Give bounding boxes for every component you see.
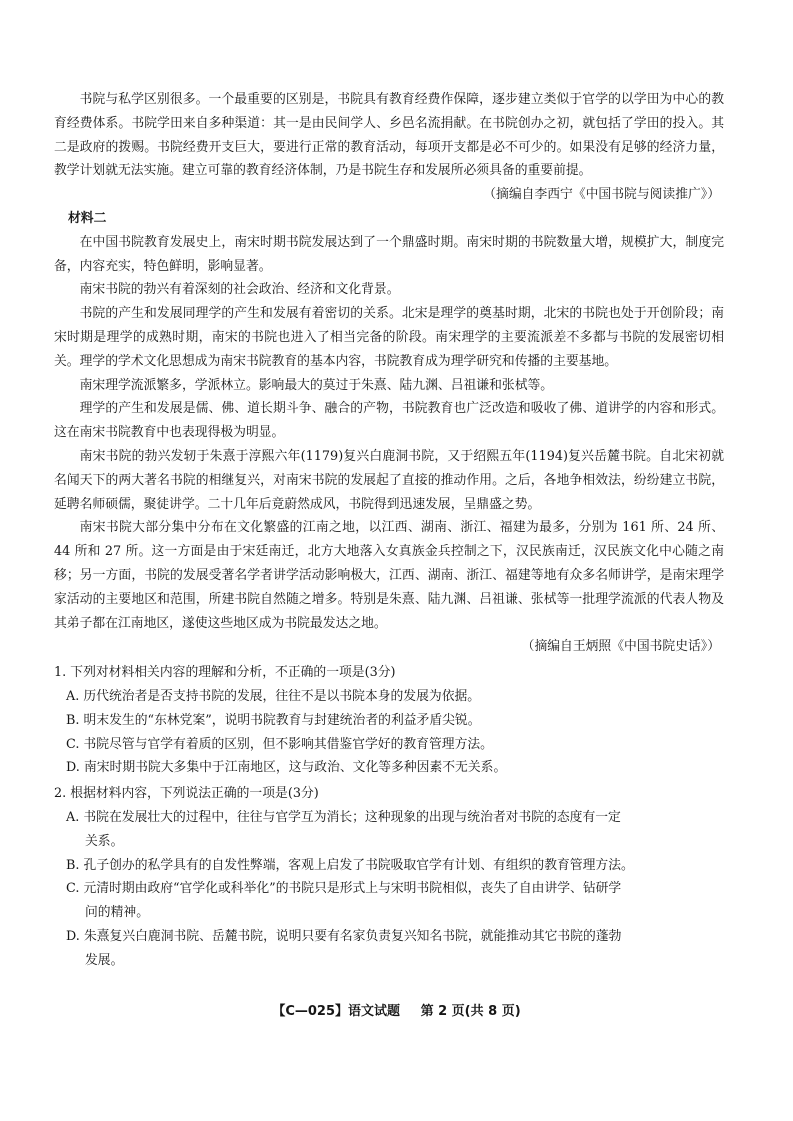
material2-paragraph: 书院的产生和发展同理学的产生和发展有着密切的关系。北宋是理学的奠基时期，北宋的书院也处于开创阶段；南宋时期是理学的成熟时期，南宋的书院也进入了相当完备的阶段。南宋理学的主要流派差不多都与书院的发展密切相关。理学的学术文化思想成为南宋书院教育的基本内容，书院教育成为理学研究和传播的主要基地。 [54,306,724,369]
option-c[interactable]: C. 书院尽管与官学有着质的区别，但不影响其借鉴官学好的教育管理方法。 [66,736,493,752]
page-footer [0,1000,793,1019]
material2-paragraph: 理学的产生和发展是儒、佛、道长期斗争、融合的产物，书院教育也广泛改造和吸收了佛、道讲学的内容和形式。这在南宋书院教育中也表现得极为明显。 [54,401,724,441]
material1-paragraph: 书院与私学区别很多。一个最重要的区别是，书院具有教育经费作保障，逐步建立类似于官学的以学田为中心的教育经费体系。书院学田来自多种渠道：其一是由民间学人、乡邑名流捐献。在书院创办之初，就包括了学田的投入。其二是政府的拨赐。书院经费开支巨大，要进行正常的教育活动，每项开支都是必不可少的。如果没有足够的经济力量，教学计划就无法实施。建立可靠的教育经济体制，乃是书院生存和发展所必须具备的重要前提。 [54,92,724,179]
material2-paragraph: 在中国书院教育发展史上，南宋时期书院发展达到了一个鼎盛时期。南宋时期的书院数量大增，规模扩大，制度完备，内容充实，特色鲜明，影响显著。 [54,234,724,274]
question-stem: 1. 下列对材料相关内容的理解和分析，不正确的一项是(3分) [54,665,396,681]
material2-heading: 材料二 [68,210,107,226]
page-content [54,88,724,972]
option-d-continuation: 发展。 [85,952,124,968]
option-b[interactable]: B. 明末发生的“东林党案”，说明书院教育与封建统治者的利益矛盾尖锐。 [66,712,481,728]
material1-source: （摘编自李西宁《中国书院与阅读推广》） [483,187,720,203]
option-a-continuation: 关系。 [85,833,124,849]
question-2 [54,782,724,972]
material2-paragraph: 南宋理学流派繁多，学派林立。影响最大的莫过于朱熹、陆九渊、吕祖谦和张栻等。 [79,377,554,393]
option-d[interactable]: D. 南宋时期书院大多集中于江南地区，这与政治、文化等多种因素不无关系。 [66,760,507,776]
option-c-continuation: 问的精神。 [85,905,149,921]
exam-code: 【C—025】语文试题 [272,1004,401,1019]
option-c[interactable]: C. 元清时期由政府“官学化或科举化”的书院只是形式上与宋明书院相似，丧失了自由讲学、钻研学 [66,881,622,897]
page-number: 第 2 页(共 8 页) [420,1004,521,1019]
question-stem: 2. 根据材料内容，下列说法正确的一项是(3分) [54,786,319,802]
option-a[interactable]: A. 历代统治者是否支持书院的发展，往往不是以书院本身的发展为依据。 [66,688,481,704]
option-d[interactable]: D. 朱熹复兴白鹿洞书院、岳麓书院，说明只要有名家负责复兴知名书院，就能推动其它书院的蓬勃 [66,928,622,944]
material2-paragraph: 南宋书院的勃兴有着深刻的社会政治、经济和文化背景。 [79,282,400,298]
material2-paragraph: 南宋书院的勃兴发轫于朱熹于淳熙六年(1179)复兴白鹿洞书院，又于绍熙五年(1194)复兴岳麓书院。自北宋初就名闻天下的两大著名书院的相继复兴，对南宋书院的发展起了直接的推动作用。之后，各地争相效法，纷纷建立书院，延聘名师硕儒，聚徒讲学。二十几年后竟蔚然成风，书院得到迅速发展，呈鼎盛之势。 [54,448,724,512]
option-b[interactable]: B. 孔子创办的私学具有的自发性弊端，客观上启发了书院吸取官学有计划、有组织的教育管理方法。 [66,857,634,873]
material2-paragraph: 南宋书院大部分集中分布在文化繁盛的江南之地，以江西、湖南、浙江、福建为最多，分别为 161 所、24 所、44 所和 27 所。这一方面是由于宋廷南迁，北方大地落入女真族金兵控制之下，汉民族南迁，汉民族文化中心随之南移；另一方面，书院的发展受著名学者讲学活动影响极大，江西、湖南、浙江、福建等地有众多名师讲学，是南宋理学家活动的主要地区和范围，所建书院自然随之增多。特别是朱熹、陆九渊、吕祖谦、张栻等一批理学流派的代表人物及其弟子都在江南地区，遂使这些地区成为书院最发达之地。 [54,520,724,631]
material2-source: （摘编自王炳照《中国书院史话》） [521,639,720,655]
option-a[interactable]: A. 书院在发展壮大的过程中，往往与官学互为消长；这种现象的出现与统治者对书院的态度有一定 [66,809,621,825]
question-1 [54,661,724,780]
